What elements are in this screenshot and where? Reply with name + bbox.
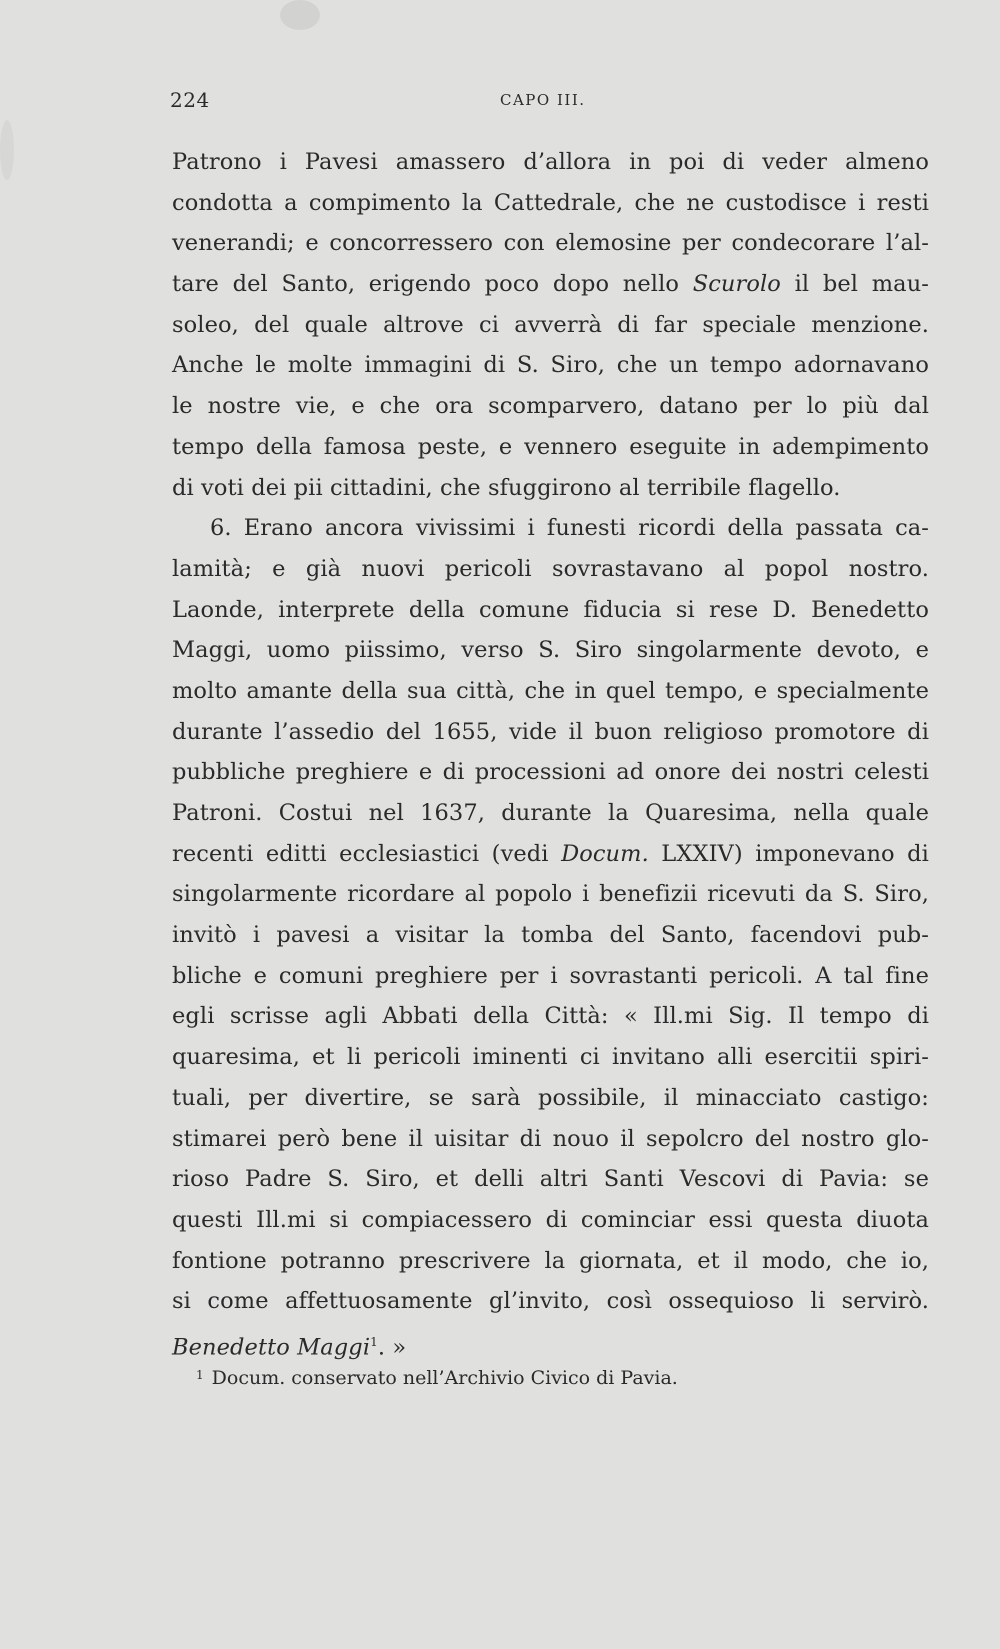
text-line [172,834,929,875]
text-line: Maggi, uomo piissimo, verso S. Siro singolarmente devoto, e [172,637,929,664]
text-line: Patrono i Pavesi amassero d’allora in poi di veder almeno [172,149,929,175]
closing-quote: . » [377,1334,407,1361]
italic-term: Docum. [561,840,649,867]
footnote-text: Docum. conservato nell’Archivio Civico di Pavia. [211,1367,678,1389]
running-head: CAPO III. [500,91,586,109]
text-line: fontione potranno prescrivere la giornata, et il modo, che io, [172,1247,929,1274]
italic-term: Scurolo [692,271,781,298]
page-header [170,88,930,122]
text-line: molto amante della sua città, che in quel tempo, e specialmente [172,677,929,704]
text-line: questi Ill.mi si compiacessero di cominciar essi questa diuota [172,1206,929,1233]
text-line: Laonde, interprete della comune fiducia si rese D. Benedetto [172,596,929,623]
text-line: Anche le molte immagini di S. Siro, che un tempo adornavano [172,352,929,379]
text-line: soleo, del quale altrove ci avverrà di far speciale menzione. [172,311,929,338]
text-line: lamità; e già nuovi pericoli sovrastavano al popol nostro. [172,555,929,582]
text-line: di voti dei pii cittadini, che sfuggirono al terribile flagello. [172,474,841,501]
text-line: tuali, per divertire, se sarà possibile, il minacciato castigo: [172,1084,929,1111]
text-line [172,264,929,305]
text-line: rioso Padre S. Siro, et delli altri Santi Vescovi di Pavia: se [172,1166,929,1193]
text-line: si come affettuosamente gl’invito, così ossequioso li servirò. [172,1288,929,1315]
text-line-end: il bel mau- [780,271,929,298]
paper-smudge [280,0,320,30]
text-line: Patroni. Costui nel 1637, durante la Quaresima, nella quale [172,800,929,826]
footnote-marker: 1 [196,1368,204,1382]
text-line: quaresima, et li pericoli iminenti ci invitano alli esercitii spiri- [172,1044,929,1071]
footnote [196,1362,678,1391]
text-line-start: tare del Santo, erigendo poco dopo nello [172,271,680,298]
text-line: condotta a compimento la Cattedrale, che ne custodisce i resti [172,189,929,216]
text-line: 6. Erano ancora vivissimi i funesti ricordi della passata ca- [210,515,929,542]
text-line: egli scrisse agli Abbati della Città: « Ill.mi Sig. Il tempo di [172,1003,929,1030]
text-line: pubbliche preghiere e di processioni ad onore dei nostri celesti [172,759,929,786]
signature: Benedetto Maggi [172,1334,371,1361]
paper-smudge [0,120,14,180]
text-line: le nostre vie, e che ora scomparvero, datano per lo più dal [172,393,929,420]
text-line: durante l’assedio del 1655, vide il buon religioso promotore di [172,718,929,745]
text-line: singolarmente ricordare al popolo i benefizii ricevuti da S. Siro, [172,881,929,908]
text-line-end: LXXIV) imponevano di [648,840,929,867]
text-line: venerandi; e concorressero con elemosine per condecorare l’al- [172,230,929,257]
text-line: invitò i pavesi a visitar la tomba del Santo, facendovi pub- [172,922,929,949]
signature-line [172,1322,929,1363]
text-line: stimarei però bene il uisitar di nouo il sepolcro del nostro glo- [172,1125,929,1152]
page-number: 224 [170,88,210,112]
text-line-start: recenti editti ecclesiastici (vedi [172,840,549,867]
text-line: tempo della famosa peste, e vennero eseguite in adempimento [172,433,929,460]
footnote-ref: 1 [370,1334,378,1349]
body-text [172,142,929,1363]
text-line: bliche e comuni preghiere per i sovrastanti pericoli. A tal fine [172,962,929,989]
